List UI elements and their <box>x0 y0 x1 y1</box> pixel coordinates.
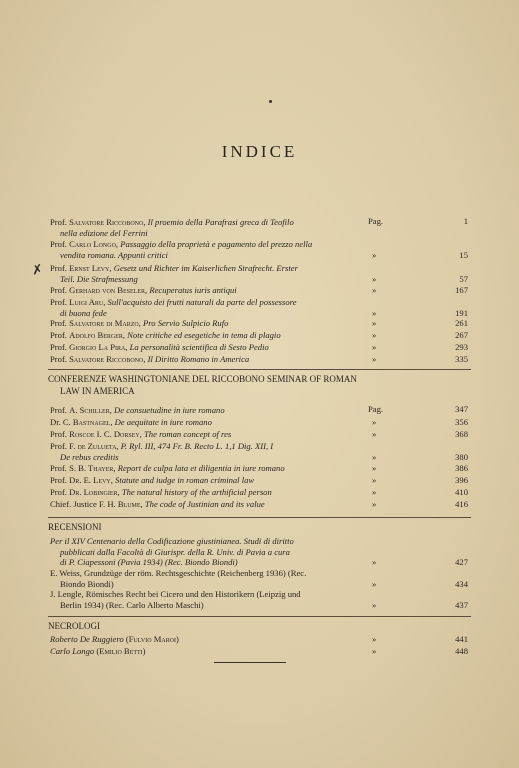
entry-author: Adolfo Berger, <box>69 330 126 340</box>
entry-prefix: Prof. <box>50 429 67 439</box>
entry-title: P. Ryl. III, 474 Fr. B. Recto L. 1,1 Dig. XII, I <box>120 441 274 451</box>
entry-line <box>50 499 420 510</box>
entry-title: Sull'acquisto dei frutti naturali da parte del possessore <box>107 297 297 307</box>
entry-prefix: Prof. <box>50 441 67 451</box>
entry-continuation: De rebus creditis <box>60 451 119 462</box>
entry-prefix: Prof. <box>50 354 67 364</box>
ditto-mark: » <box>372 499 377 509</box>
page-number: 427 <box>455 557 468 568</box>
entry-prefix: Prof. <box>50 487 67 497</box>
entry-author: Dr. E. Levy, <box>69 475 113 485</box>
page-number: 191 <box>455 307 468 318</box>
review-line: Berlin 1934) (Rec. Carlo Alberto Maschi) <box>60 599 204 610</box>
toc-entry <box>50 330 420 341</box>
entry-prefix: Prof. <box>50 217 67 227</box>
page-number: 15 <box>459 249 468 260</box>
section-divider <box>48 369 471 370</box>
obituary-entry <box>50 646 420 657</box>
entry-prefix: Prof. <box>50 285 67 295</box>
section-divider <box>48 517 471 518</box>
entry-line <box>50 354 420 365</box>
toc-entry <box>50 297 420 318</box>
page-number: 410 <box>455 487 468 497</box>
review-line: Biondo Biondi) <box>60 578 114 589</box>
page-number: 441 <box>455 634 468 644</box>
review-entry <box>50 536 375 568</box>
pag-label: Pag. <box>368 216 384 226</box>
entry-author: F. H. Blume, <box>98 499 143 509</box>
toc-entry <box>50 475 420 486</box>
entry-continuation: vendita romana. Appunti critici <box>60 249 168 260</box>
entry-prefix: Dr. <box>50 417 61 427</box>
obituary-name: Carlo Longo <box>50 646 95 656</box>
ditto-mark: » <box>372 646 377 656</box>
toc-entry <box>50 429 420 440</box>
ditto-mark: » <box>372 330 377 340</box>
toc-entry <box>50 217 420 238</box>
ditto-mark: » <box>372 634 377 644</box>
page-number: 416 <box>455 499 468 509</box>
entry-line <box>50 318 420 329</box>
section-heading-necrologi: NECROLOGI <box>48 621 100 631</box>
toc-entry <box>50 354 420 365</box>
toc-entry <box>50 499 420 510</box>
bottom-rule <box>214 662 286 663</box>
entry-title: La personalità scientifica di Sesto Pedio <box>129 342 269 352</box>
review-line: E. Weiss, Grundzüge der röm. Rechtsgeschichte (Reichenberg 1936) (Rec. <box>50 568 307 578</box>
page-number: 57 <box>459 273 468 284</box>
ditto-mark: » <box>372 354 377 364</box>
ditto-mark: » <box>372 307 377 318</box>
page-number: 261 <box>455 318 468 328</box>
page-title: INDICE <box>221 142 298 161</box>
toc-entry <box>50 463 420 474</box>
entry-author: Roscoe I. C. Dorsey, <box>69 429 142 439</box>
obituary-author: (Emilio Betti) <box>96 646 146 656</box>
entry-prefix: Prof. <box>50 263 67 273</box>
ditto-mark: » <box>372 487 377 497</box>
entry-continuation: di buona fede <box>60 307 107 318</box>
entry-continuation: Teil. Die Strafmessung <box>60 273 138 284</box>
entry-prefix: Prof. <box>50 318 67 328</box>
entry-line <box>50 239 420 250</box>
entry-line <box>50 297 420 308</box>
entry-prefix: Prof. <box>50 463 67 473</box>
entry-title: Pro Servio Sulpicio Rufo <box>143 318 229 328</box>
page-number: 267 <box>455 330 468 340</box>
entry-line <box>50 217 420 228</box>
review-line: pubblicati dalla Facoltà di Giurispr. della R. Univ. di Pavia a cura <box>60 546 290 557</box>
entry-title: The natural history of the arthificial person <box>121 487 272 497</box>
toc-entry <box>50 318 420 329</box>
entry-prefix: Prof. <box>50 342 67 352</box>
entry-line <box>50 342 420 353</box>
entry-title: Note critiche ed esegetiche in tema di plagio <box>127 330 281 340</box>
page-number: 1 <box>463 216 468 226</box>
entry-line <box>50 429 420 440</box>
entry-author: Luigi Aru, <box>69 297 106 307</box>
entry-author: F. de Zulueta, <box>69 441 119 451</box>
obituary-entry <box>50 634 420 645</box>
handwritten-mark: ✗ <box>30 261 45 278</box>
toc-entry <box>50 263 420 284</box>
ditto-mark: » <box>372 417 377 427</box>
entry-author: S. B. Thayer, <box>69 463 116 473</box>
entry-line <box>50 463 420 474</box>
pag-label: Pag. <box>368 404 384 414</box>
entry-prefix: Prof. <box>50 405 67 415</box>
toc-entry <box>50 239 420 260</box>
obituary-name: Roberto De Ruggiero <box>50 634 124 644</box>
entry-prefix: Prof. <box>50 239 67 249</box>
page-number: 167 <box>455 285 468 295</box>
review-line: Per il XIV Centenario della Codificazione giustinianea. Studi di diritto <box>50 536 294 546</box>
review-entry <box>50 589 375 610</box>
ditto-mark: » <box>372 285 377 295</box>
section-heading-recensioni: RECENSIONI <box>48 522 102 532</box>
page-number: 293 <box>455 342 468 352</box>
ditto-mark: » <box>372 578 377 589</box>
page-number: 335 <box>455 354 468 364</box>
obituary-author: (Fulvio Maroi) <box>125 634 179 644</box>
toc-entry <box>50 285 420 296</box>
ditto-mark: » <box>372 463 377 473</box>
ditto-mark: » <box>372 342 377 352</box>
entry-author: Salvatore Riccobono, <box>69 354 146 364</box>
entry-title: The code of Justinian and its value <box>144 499 265 509</box>
entry-author: C. Bastnagel, <box>62 417 113 427</box>
entry-line <box>50 285 420 296</box>
page-number: 347 <box>455 404 468 414</box>
page-number: 434 <box>455 578 468 589</box>
entry-line <box>50 441 420 452</box>
page-number: 368 <box>455 429 468 439</box>
toc-entry <box>50 441 420 462</box>
entry-line <box>50 487 420 498</box>
review-line: J. Lengle, Römisches Recht bei Cicero und den Historikern (Leipzig und <box>50 589 301 599</box>
page-number: 380 <box>455 451 468 462</box>
page-number: 448 <box>455 646 468 656</box>
entry-title: Gesetz und Richter im Kaiserlichen Strafrecht. Erster <box>113 263 298 273</box>
entry-line <box>50 330 420 341</box>
entry-author: Ernst Levy, <box>69 263 112 273</box>
entry-title: De consuetudine in iure romano <box>114 405 225 415</box>
entry-title: Il Diritto Romano in America <box>147 354 250 364</box>
ditto-mark: » <box>372 451 377 462</box>
entry-title: The roman concept of res <box>144 429 232 439</box>
ditto-mark: » <box>372 249 377 260</box>
entry-author: Salvatore di Marzo, <box>69 318 141 328</box>
entry-author: A. Schiller, <box>69 405 112 415</box>
entry-prefix: Chief. Justice <box>50 499 97 509</box>
ditto-mark: » <box>372 475 377 485</box>
section-divider <box>48 616 471 617</box>
entry-prefix: Prof. <box>50 297 67 307</box>
entry-prefix: Prof. <box>50 330 67 340</box>
page-number: 437 <box>455 599 468 610</box>
ditto-mark: » <box>372 318 377 328</box>
entry-continuation: nella edizione del Ferrini <box>60 227 148 238</box>
entry-title: De aequitate in iure romano <box>114 417 212 427</box>
entry-title: Statute and iudge in roman criminal law <box>115 475 255 485</box>
entry-title: Passaggio della proprietà e pagamento del prezzo nella <box>120 239 313 249</box>
page-number: 356 <box>455 417 468 427</box>
entry-author: Gerhard von Beseler, <box>69 285 148 295</box>
ditto-mark: » <box>372 557 377 568</box>
review-entry <box>50 568 375 589</box>
toc-entry <box>50 487 420 498</box>
entry-line <box>50 475 420 486</box>
ditto-mark: » <box>372 273 377 284</box>
entry-author: Salvatore Riccobono, <box>69 217 146 227</box>
section-heading-conferenze <box>48 373 478 397</box>
heading-line-1: CONFERENZE WASHINGTONIANE DEL RICCOBONO SEMINAR OF ROMAN <box>48 374 357 384</box>
heading-line-2: LAW IN AMERICA <box>60 386 135 396</box>
entry-author: Carlo Longo, <box>69 239 119 249</box>
toc-entry <box>50 417 420 428</box>
entry-title: Il proemio della Parafrasi greca di Teofilo <box>147 217 294 227</box>
page-number: 386 <box>455 463 468 473</box>
entry-title: Recuperatus iuris antiqui <box>149 285 237 295</box>
entry-title: Report de culpa lata et diligentia in iure romano <box>117 463 285 473</box>
page-dot <box>269 100 272 103</box>
page-number: 396 <box>455 475 468 485</box>
entry-prefix: Prof. <box>50 475 67 485</box>
entry-line <box>50 405 420 416</box>
toc-entry <box>50 342 420 353</box>
ditto-mark: » <box>372 599 377 610</box>
entry-line <box>50 417 420 428</box>
entry-author: Dr. Lobingier, <box>69 487 120 497</box>
entry-line <box>50 263 420 274</box>
ditto-mark: » <box>372 429 377 439</box>
entry-author: Giorgio La Pira, <box>69 342 128 352</box>
review-line: di P. Ciapessoni (Pavia 1934) (Rec. Biondo Biondi) <box>60 557 238 568</box>
toc-entry <box>50 405 420 416</box>
